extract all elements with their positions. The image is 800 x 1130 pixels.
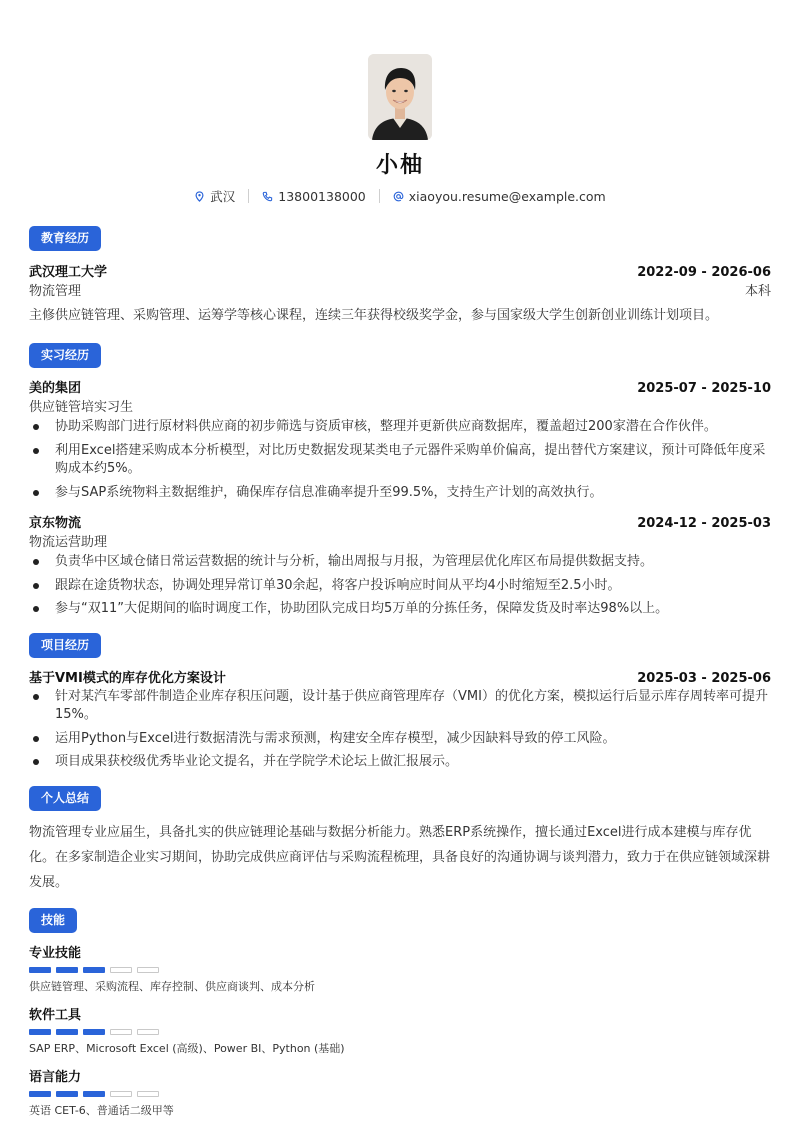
skill-level-segment-empty bbox=[137, 1029, 159, 1035]
job-role: 供应链管培实习生 bbox=[29, 400, 134, 415]
skill-item bbox=[29, 1004, 771, 1056]
bullet-item: 项目成果获校级优秀毕业论文提名，并在学院学术论坛上做汇报展示。 bbox=[29, 753, 771, 772]
skill-level-segment-filled bbox=[56, 1029, 78, 1035]
education-subheader bbox=[29, 280, 771, 299]
education-date: 2022-09 - 2026-06 bbox=[637, 265, 771, 280]
skill-level-segment-filled bbox=[56, 967, 78, 973]
internship-bullets bbox=[29, 553, 771, 619]
skill-name: 语言能力 bbox=[29, 1069, 82, 1085]
skill-level-segment-filled bbox=[83, 967, 105, 973]
bullet-item: 运用Python与Excel进行数据清洗与需求预测，构建安全库存模型，减少因缺料导致的停工风险。 bbox=[29, 730, 771, 749]
internship-date: 2024-12 - 2025-03 bbox=[637, 516, 771, 531]
skill-level-segment-empty bbox=[110, 1029, 132, 1035]
location-pin-icon bbox=[194, 191, 205, 202]
skill-name: 专业技能 bbox=[29, 945, 82, 961]
section-title-education: 教育经历 bbox=[29, 226, 101, 251]
project-item bbox=[29, 667, 771, 772]
summary-section bbox=[29, 786, 771, 895]
skill-level-segment-empty bbox=[110, 1091, 132, 1097]
summary-text: 物流管理专业应届生，具备扎实的供应链理论基础与数据分析能力。熟悉ERP系统操作，擅长通过Excel进行成本建模与库存优化。在多家制造企业实习期间，协助完成供应商评估与采购流程梳理，具备良好的沟通协调与谈判潜力，致力于在供应链领域深耕发展。 bbox=[29, 824, 771, 890]
bullet-item: 参与“双11”大促期间的临时调度工作，协助团队完成日均5万单的分拣任务，保障发货及时率达98%以上。 bbox=[29, 600, 771, 619]
skill-level-bar bbox=[29, 1091, 771, 1097]
internship-header bbox=[29, 377, 771, 396]
bullet-item: 协助采购部门进行原材料供应商的初步筛选与资质审核，整理并更新供应商数据库，覆盖超过200家潜在合作伙伴。 bbox=[29, 418, 771, 437]
degree: 本科 bbox=[744, 284, 771, 299]
section-title-project: 项目经历 bbox=[29, 633, 101, 658]
education-header bbox=[29, 261, 771, 280]
skill-level-bar bbox=[29, 1029, 771, 1035]
project-date: 2025-03 - 2025-06 bbox=[637, 670, 771, 686]
contact-info bbox=[29, 187, 771, 205]
skill-item bbox=[29, 1066, 771, 1118]
bullet-item: 针对某汽车零部件制造企业库存积压问题，设计基于供应商管理库存（VMI）的优化方案，模拟运行后显示库存周转率可提升15%。 bbox=[29, 688, 771, 725]
bullet-item: 利用Excel搭建采购成本分析模型，对比历史数据发现某类电子元器件采购单价偏高，提出替代方案建议，预计可降低年度采购成本约5%。 bbox=[29, 442, 771, 479]
skill-level-segment-empty bbox=[110, 967, 132, 973]
skill-level-bar bbox=[29, 967, 771, 973]
bullet-item: 参与SAP系统物料主数据维护，确保库存信息准确率提升至99.5%，支持生产计划的高效执行。 bbox=[29, 484, 771, 503]
company-name: 京东物流 bbox=[29, 516, 82, 531]
at-sign-icon bbox=[393, 191, 404, 202]
internship-bullets bbox=[29, 418, 771, 502]
job-role: 物流运营助理 bbox=[29, 535, 108, 550]
skill-level-segment-filled bbox=[83, 1091, 105, 1097]
skill-level-segment-filled bbox=[83, 1029, 105, 1035]
contact-location bbox=[194, 187, 235, 205]
internship-header bbox=[29, 512, 771, 531]
skill-level-segment-filled bbox=[29, 1091, 51, 1097]
skill-description: SAP ERP、Microsoft Excel (高级)、Power BI、Python (基础) bbox=[29, 1041, 345, 1055]
skill-level-segment-empty bbox=[137, 1091, 159, 1097]
company-name: 美的集团 bbox=[29, 381, 82, 396]
major: 物流管理 bbox=[29, 284, 82, 299]
bullet-item: 跟踪在途货物状态，协调处理异常订单30余起，将客户投诉响应时间从平均4小时缩短至2.5小时。 bbox=[29, 577, 771, 596]
skill-level-segment-filled bbox=[56, 1091, 78, 1097]
contact-phone bbox=[262, 189, 365, 204]
avatar bbox=[368, 54, 432, 140]
internship-item bbox=[29, 512, 771, 619]
school-name: 武汉理工大学 bbox=[29, 265, 108, 280]
internship-item bbox=[29, 377, 771, 502]
skill-item bbox=[29, 942, 771, 994]
project-section bbox=[29, 633, 771, 772]
candidate-name: 小柚 bbox=[375, 153, 424, 178]
contact-email bbox=[393, 189, 606, 204]
project-name: 基于VMI模式的库存优化方案设计 bbox=[29, 670, 226, 686]
education-section bbox=[29, 226, 771, 328]
education-description: 主修供应链管理、采购管理、运筹学等核心课程，连续三年获得校级奖学金，参与国家级大学生创新创业训练计划项目。 bbox=[29, 308, 719, 323]
internship-date: 2025-07 - 2025-10 bbox=[637, 381, 771, 396]
resume-header bbox=[29, 0, 771, 205]
skill-level-segment-filled bbox=[29, 967, 51, 973]
bullet-item: 负责华中区域仓储日常运营数据的统计与分析，输出周报与月报，为管理层优化库区布局提供数据支持。 bbox=[29, 553, 771, 572]
section-title-summary: 个人总结 bbox=[29, 786, 101, 811]
contact-divider bbox=[248, 189, 249, 203]
email-text: xiaoyou.resume@example.com bbox=[408, 188, 606, 204]
skill-name: 软件工具 bbox=[29, 1007, 82, 1023]
location-text: 武汉 bbox=[210, 189, 236, 204]
project-bullets bbox=[29, 688, 771, 772]
skills-section bbox=[29, 908, 771, 1118]
skill-level-segment-empty bbox=[137, 967, 159, 973]
section-title-internship: 实习经历 bbox=[29, 343, 101, 368]
skill-description: 供应链管理、采购流程、库存控制、供应商谈判、成本分析 bbox=[29, 979, 315, 993]
phone-text: 13800138000 bbox=[278, 188, 366, 204]
project-header bbox=[29, 667, 771, 686]
internship-section bbox=[29, 343, 771, 619]
skill-level-segment-filled bbox=[29, 1029, 51, 1035]
section-title-skills: 技能 bbox=[29, 908, 77, 933]
contact-divider bbox=[379, 189, 380, 203]
skill-description: 英语 CET-6、普通话二级甲等 bbox=[29, 1103, 174, 1117]
phone-icon bbox=[262, 191, 273, 202]
